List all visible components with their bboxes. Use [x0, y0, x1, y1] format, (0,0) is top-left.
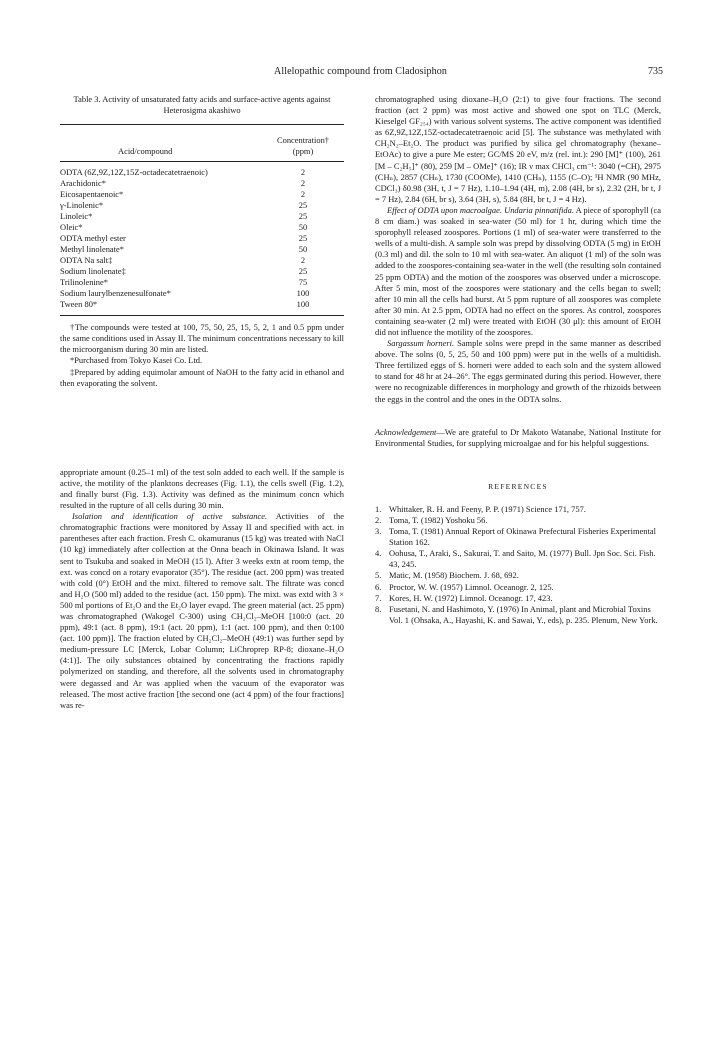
compound-name: Linoleic*	[60, 211, 93, 222]
section-heading-undaria: Effect of ODTA upon macroalgae. Undaria pinnatifida.	[387, 204, 574, 215]
reference-item: 2. Toma, T. (1982) Yoshoku 56.	[375, 515, 488, 525]
reference-item: 1. Whittaker, R. H. and Feeny, P. P. (1971) Science 171, 757.	[375, 503, 586, 514]
table-row	[60, 288, 344, 299]
acknowledgement-text: —We are grateful to Dr Makoto Watanabe, National Institute for Environmental Studies, for supplying microalgae and for his helpful suggestions.	[375, 426, 661, 448]
table-row	[60, 189, 344, 200]
table-row	[60, 244, 344, 255]
table-row	[60, 200, 344, 211]
compound-name: Trilinolenine*	[60, 277, 108, 288]
concentration-value: 75	[298, 277, 308, 288]
acknowledgement	[375, 427, 661, 449]
body-paragraph-isolation	[60, 511, 344, 711]
reference-item: 4. Oohusa, T., Araki, S., Sakurai, T. and Saito, M. (1977) Bull. Jpn Soc. Sci. Fish. 43, 245.	[375, 548, 656, 570]
compound-name: ODTA methyl ester	[60, 233, 126, 244]
table-footnotes	[60, 322, 344, 389]
concentration-value: 2	[300, 255, 306, 266]
paragraph-text: A piece of sporophyll (ca 8 cm diam.) was soaked in sea-water (50 ml) for 1 hr, during which time the sporophyll released zoospores. Portions (1 ml) of sea-water were transferred to the wells of a multi-dish. A sample soln was prepd by dissolving ODTA (5 mg) in EtOH (0.3 ml) and dil. the soln to 10 ml with sea-water. An aliquot (1 ml) of the soln was added to the zoospores-containing sea-water in the well (the resulting soln contained 25 ppm ODTA) and the motion of the zoospores was observed under a microscope. After 5 min, most of the zoospores were stationary and the cells began to swell; after 10 min all the cells had burst. At 5 ppm rupture of all zoospores was complete after 30 min. At 2.5 ppm, ODTA had no effect on the spores. As control, zoospores containing sea-water (2 ml) were treated with EtOH (30 μl): this amount of EtOH did not influence the motility of the zoospores.	[375, 204, 661, 337]
reference-item: 7. Kores, H. W. (1972) Limnol. Oceanogr. 17, 423.	[375, 592, 553, 603]
body-paragraph: chromatographed using dioxane–H₂O (2:1) to give four fractions. The second fraction (act 2 ppm) was most active and showed one spot on TLC (Merck, Kieselgel GF₂₅₄) with various solvent systems. The active component was identified as 6Z,9Z,12Z,15Z-octadecatetraenoic acid [5]. The substance was methylated with CH₂N₂–Et₂O. The product was purified by silica gel chromatography (hexane–EtOAc) to give a pure Me ester; GC/MS 20 eV, m/z (rel. int.): 290 [M]⁺ (100), 261 [M – C₂H₅]⁺ (80), 259 [M – OMe]⁺ (16); IR ν max CHCl₃ cm⁻¹: 3040 (=CH), 2975 (CHₙ), 2857 (CHₙ), 1730 (COOMe), 1410 (CHₙ), 1155 (C–O); ¹H NMR (90 MHz, CDCl₃) δ0.98 (3H, t, J = 7 Hz), 1.10–1.94 (4H, m), 2.08 (4H, br s), 2.32 (2H, br t, J = 7 Hz), 2.84 (6H, br s), 3.64 (3H, s), 5.84 (8H, br t, J = 4 Hz).	[375, 94, 661, 204]
table-3	[60, 124, 344, 316]
acknowledgement-heading: Acknowledgement	[375, 426, 437, 437]
concentration-value: 2	[300, 189, 306, 200]
paragraph-text: Activities of the chromatographic fractions were monitored by Assay II and specified with act. in parentheses after each fraction. Fresh C. okamuranus (15 kg) was treated with NaCl (10 kg) immediately after collection at the Onna beach in Okinawa Island. It was sent to Tsukuba and soaked in MeOH (15 l). After 3 weeks extn at room temp, the ext. was concd on a rotary evaporator (35°). The residue (act. 200 ppm) was treated with cold (0°) EtOH and the mixt. filtered to remove salt. The filtrate was concd and H₂O (500 ml) added to the residue (act. 150 ppm). The mixt. was extd with 3 × 500 ml portions of Et₂O and the Et₂O layer evapd. The green material (act. 25 ppm) was chromatographed (Wakogel C-300) using CH₂Cl₂–MeOH [100:0 (act. 20 ppm), 49:1 (act. 8 ppm), 19:1 (act. 20 ppm), 1:1 (act. 100 ppm), and then 0:100 (act. 100 ppm)]. The fraction eluted by CH₂Cl₂–MeOH (49:1) was further sepd by medium-pressure LC [Merck, Lobar Column; LiChroprep RP-8; dioxane–H₂O (4:1)]. The oily substances obtained by concentrating the fractions rapidly polymerized on standing, and therefore, all the solvents used in chromatography were degassed and Ar was applied when the vacuum of the evaporator was released. The most active fraction [the second one (act 4 ppm) of the four fractions] was re-	[60, 511, 344, 710]
compound-name: ODTA Na salt‡	[60, 255, 113, 266]
references-list	[375, 504, 661, 626]
compound-name: Arachidonic*	[60, 178, 106, 189]
table-row	[60, 299, 344, 316]
reference-item: 6. Proctor, W. W. (1957) Limnol. Oceanogr. 2, 125.	[375, 581, 554, 592]
table-row	[60, 233, 344, 244]
concentration-value: 25	[298, 266, 308, 277]
table-row	[60, 162, 344, 179]
concentration-value: 50	[298, 244, 308, 255]
concentration-value: 100	[296, 299, 310, 310]
footnote-double-dagger: ‡Prepared by adding equimolar amount of NaOH to the fatty acid in ethanol and then evaporating the solvent.	[60, 366, 344, 388]
compound-name: Eicosapentaenoic*	[60, 189, 124, 200]
col-header-concentration-line1: Concentration†	[276, 135, 330, 146]
concentration-value: 2	[300, 178, 306, 189]
reference-item: 3. Toma, T. (1981) Annual Report of Okinawa Prefectural Fisheries Experimental Station 162.	[375, 526, 656, 548]
concentration-value: 25	[298, 200, 308, 211]
concentration-value: 25	[298, 233, 308, 244]
table-caption: Table 3. Activity of unsaturated fatty acids and surface-active agents against Heterosigma akashiwo	[73, 94, 331, 116]
table-body	[60, 162, 344, 316]
table-row	[60, 222, 344, 233]
compound-name: Sodium linolenate‡	[60, 266, 126, 277]
body-paragraph-undaria	[375, 205, 661, 338]
concentration-value: 100	[296, 288, 310, 299]
table-row	[60, 255, 344, 266]
compound-name: Sodium laurylbenzenesulfonate*	[60, 288, 171, 299]
concentration-value: 25	[298, 211, 308, 222]
reference-item: 8. Fusetani, N. and Hashimoto, Y. (1976) In Animal, plant and Microbial Toxins Vol. 1 (Ohsaka, A., Hayashi, K. and Sawai, Y., eds), p. 235. Plenum, New York.	[375, 603, 658, 625]
table-header-row	[60, 125, 344, 162]
paragraph-text: Sample solns were prepd in the same manner as described above. The solns (0, 5, 25, 50 and 100 ppm) were put in the wells of a multidish. Three fertilized eggs of S. horneri were added to each soln and the system allowed to stand for 48 hr at 24–26°. The eggs germinated during this period. However, there were no recognizable differences in morphology and growth of the rhizoids between the eggs in the control and the ones in the ODTA solns.	[375, 338, 661, 404]
col-header-compound: Acid/compound	[118, 146, 173, 157]
page-number: 735	[648, 66, 663, 77]
reference-item: 5. Matic, M. (1958) Biochem. J. 68, 692.	[375, 570, 519, 581]
compound-name: Tween 80*	[60, 299, 98, 310]
body-paragraph-sargassum	[375, 338, 661, 405]
col-header-concentration	[262, 125, 344, 162]
footnote-asterisk: *Purchased from Tokyo Kasei Co. Ltd.	[70, 355, 203, 366]
concentration-value: 50	[298, 222, 308, 233]
table-row	[60, 277, 344, 288]
section-heading-isolation: Isolation and identification of active substance.	[72, 511, 268, 522]
table-row	[60, 211, 344, 222]
running-title: Allelopathic compound from Cladosiphon	[274, 66, 447, 77]
section-heading-sargassum: Sargassum horneri.	[387, 338, 455, 349]
compound-name: Methyl linolenate*	[60, 244, 124, 255]
references-title: REFERENCES	[488, 481, 548, 491]
right-column	[375, 94, 661, 626]
concentration-value: 2	[300, 167, 306, 178]
compound-name: Oleic*	[60, 222, 83, 233]
col-header-concentration-line2: (ppm)	[292, 146, 314, 157]
table-row	[60, 266, 344, 277]
table-row	[60, 178, 344, 189]
compound-name: ODTA (6Z,9Z,12Z,15Z-octadecatetraenoic)	[60, 167, 208, 178]
left-column	[60, 94, 344, 711]
compound-name: γ-Linolenic*	[60, 200, 104, 211]
body-paragraph: appropriate amount (0.25–1 ml) of the test soln added to each well. If the sample is active, the motility of the planktons decreases (Fig. 1.1), the cells swell (Fig. 1.2), and finally burst (Fig. 1.3). Activity was defined as the minimum concn which resulted in the rupture of all cells during 30 min.	[60, 466, 344, 511]
footnote-dagger: †The compounds were tested at 100, 75, 50, 25, 15, 5, 2, 1 and 0.5 ppm under the same conditions used in Assay II. The minimum concentrations necessary to kill the microorganism during 30 min are listed.	[60, 322, 344, 355]
